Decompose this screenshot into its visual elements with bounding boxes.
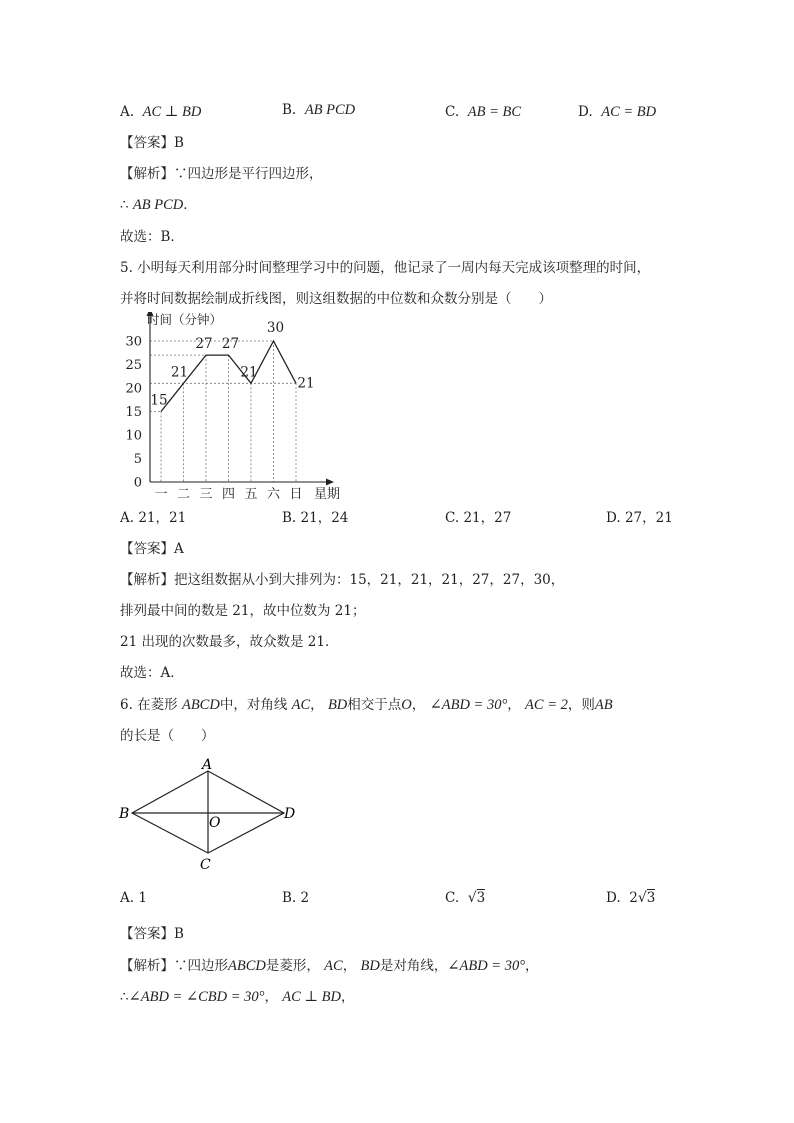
- analysis-text: ，: [525, 958, 539, 974]
- q4-analysis-line1: [120, 165, 323, 183]
- q6-analysis-line1: [120, 957, 539, 975]
- option-label: C.: [445, 890, 460, 906]
- analysis-text: ，: [342, 958, 357, 974]
- q4-option-a: [120, 103, 201, 121]
- option-value: 21，21: [138, 510, 187, 526]
- option-label: B.: [282, 510, 297, 526]
- option-label: A.: [120, 890, 135, 906]
- q6-text: 相交于点: [347, 697, 402, 713]
- x-tick-label: 日: [289, 487, 303, 502]
- analysis-text: ∵四边形是平行四边形，: [174, 166, 323, 182]
- q6-math: ∠ABD = 30°: [429, 697, 508, 713]
- analysis-expr: AB PCD: [132, 197, 184, 213]
- x-tick-label: 二: [176, 487, 191, 502]
- analysis-tag: 【解析】: [120, 958, 174, 974]
- data-label: 21: [297, 375, 315, 392]
- option-expr: AC ⊥ BD: [142, 104, 202, 120]
- analysis-text: 把这组数据从小到大排列为：15，21，21，21，27，27，30，: [174, 572, 565, 588]
- option-label: C.: [445, 104, 460, 120]
- data-label: 15: [150, 392, 168, 409]
- answer-value: A: [174, 541, 184, 557]
- y-tick-label: 5: [133, 452, 142, 467]
- q6-text: 中，对角线: [219, 697, 288, 713]
- data-label: 27: [195, 336, 213, 353]
- q6-text: ，: [310, 697, 324, 713]
- answer-tag: 【答案】: [120, 926, 174, 942]
- data-label: 21: [170, 364, 189, 381]
- option-value: 3: [476, 890, 486, 906]
- q4-analysis-line3: 故选：B．: [120, 229, 184, 245]
- y-tick-label: 20: [125, 381, 142, 397]
- q6-option-c: [445, 889, 485, 907]
- vertex-label-c: C: [200, 857, 211, 873]
- q6-option-a: [120, 889, 147, 907]
- q5-text-line2: 并将时间数据绘制成折线图，则这组数据的中位数和众数分别是（ ）: [120, 291, 552, 307]
- option-label: A.: [120, 510, 135, 526]
- analysis-math: ABCD: [228, 958, 266, 974]
- answer-value: B: [174, 926, 184, 942]
- q4-option-d: [578, 103, 656, 121]
- x-tick-label: 四: [221, 487, 236, 502]
- center-label-o: O: [209, 815, 221, 831]
- q6-math: O: [401, 697, 412, 713]
- q6-option-d: [606, 889, 655, 907]
- x-tick-label: 一: [154, 487, 168, 502]
- q6-text: ，: [507, 697, 521, 713]
- y-tick-label: 10: [125, 428, 142, 444]
- q5-analysis-line3: 21 出现的次数最多，故众数是 21．: [120, 634, 339, 650]
- therefore-symbol: ∴: [120, 989, 129, 1005]
- q4-option-b: [282, 101, 355, 119]
- q6-text: ，则: [567, 697, 595, 713]
- analysis-text: 是菱形，: [265, 958, 320, 974]
- option-label: C.: [445, 510, 460, 526]
- answer-tag: 【答案】: [120, 541, 174, 557]
- analysis-text: ，: [341, 989, 355, 1005]
- y-tick-label: 15: [125, 405, 142, 420]
- q5-answer: [120, 540, 184, 558]
- q4-answer: [120, 134, 184, 152]
- q6-analysis-line2: [120, 988, 355, 1006]
- q6-text-line2: 的长是（ ）: [120, 728, 215, 744]
- vertex-label-d: D: [284, 806, 296, 822]
- q6-answer: [120, 925, 184, 943]
- option-expr: AB = BC: [467, 104, 522, 120]
- option-label: D.: [606, 510, 621, 526]
- q6-math: ABCD: [181, 697, 220, 713]
- q5-text-line1: 5. 小明每天利用部分时间整理学习中的问题，他记录了一周内每天完成该项整理的时间，: [120, 260, 651, 276]
- q5-analysis-line4: 故选：A．: [120, 665, 184, 681]
- q5-analysis-line2: 排列最中间的数是 21，故中位数为 21；: [120, 603, 366, 619]
- q4-option-c: [445, 103, 521, 121]
- data-label: 30: [266, 320, 285, 336]
- q6-text: 6. 在菱形: [120, 697, 178, 713]
- x-axis-label: 星期: [314, 487, 341, 502]
- analysis-text: ∵四边形: [174, 958, 228, 974]
- option-label: D.: [578, 104, 593, 120]
- answer-tag: 【答案】: [120, 135, 174, 151]
- sqrt-symbol: √: [637, 890, 647, 906]
- q6-text-line1: [120, 696, 613, 714]
- analysis-tag: 【解析】: [120, 572, 174, 588]
- q5-option-b: [282, 509, 348, 527]
- therefore-symbol: ∴: [120, 197, 129, 213]
- option-value: 3: [646, 890, 656, 906]
- analysis-math: AC: [324, 958, 343, 974]
- q6-math: AB: [594, 697, 613, 713]
- y-axis-label: 时间（分钟）: [147, 312, 223, 327]
- option-label: D.: [606, 890, 621, 906]
- q6-math: AC = 2: [525, 697, 568, 713]
- x-tick-label: 五: [244, 487, 258, 502]
- option-value: 21，27: [463, 510, 512, 526]
- answer-value: B: [174, 135, 184, 151]
- vertex-label-a: A: [202, 757, 213, 773]
- y-tick-label: 0: [133, 475, 142, 491]
- vertex-label-b: B: [119, 806, 130, 822]
- x-tick-label: 三: [199, 487, 213, 502]
- option-value: 27，21: [624, 510, 673, 526]
- q6-text: ，: [411, 697, 426, 713]
- x-axis-arrow: [326, 479, 334, 486]
- analysis-math: AC ⊥ BD: [282, 989, 341, 1005]
- analysis-math: BD: [360, 958, 380, 974]
- analysis-math: ∠ABD = 30°: [447, 958, 525, 974]
- data-label: 27: [221, 336, 240, 353]
- option-value: 2: [300, 890, 310, 906]
- analysis-tag: 【解析】: [120, 166, 174, 182]
- y-tick-label: 25: [125, 358, 142, 373]
- data-label: 21: [240, 364, 258, 381]
- option-value: 1: [138, 890, 147, 906]
- sqrt-symbol: √: [467, 890, 477, 906]
- q6-math: AC: [291, 697, 311, 713]
- q5-option-a: [120, 509, 186, 527]
- rhombus-diagram: [112, 752, 312, 877]
- analysis-text: 是对角线，: [379, 958, 448, 974]
- analysis-punct: ．: [183, 197, 197, 213]
- q5-option-c: [445, 509, 511, 527]
- option-coef: 2: [629, 890, 638, 906]
- line-chart: [110, 312, 360, 507]
- y-tick-label: 30: [125, 334, 142, 350]
- option-expr: AB PCD: [304, 102, 356, 118]
- q6-option-b: [282, 889, 309, 907]
- q5-analysis-line1: [120, 571, 564, 589]
- analysis-math: ∠ABD = ∠CBD = 30°: [128, 989, 265, 1005]
- option-expr: AC = BD: [601, 104, 657, 120]
- option-label: A.: [120, 104, 135, 120]
- q6-math: BD: [327, 697, 348, 713]
- analysis-text: ，: [264, 989, 278, 1005]
- q4-analysis-line2: [120, 196, 197, 214]
- x-tick-label: 六: [266, 487, 281, 502]
- q5-option-d: [606, 509, 673, 527]
- option-value: 21，24: [300, 510, 349, 526]
- option-label: B.: [282, 890, 297, 906]
- option-label: B.: [282, 102, 297, 118]
